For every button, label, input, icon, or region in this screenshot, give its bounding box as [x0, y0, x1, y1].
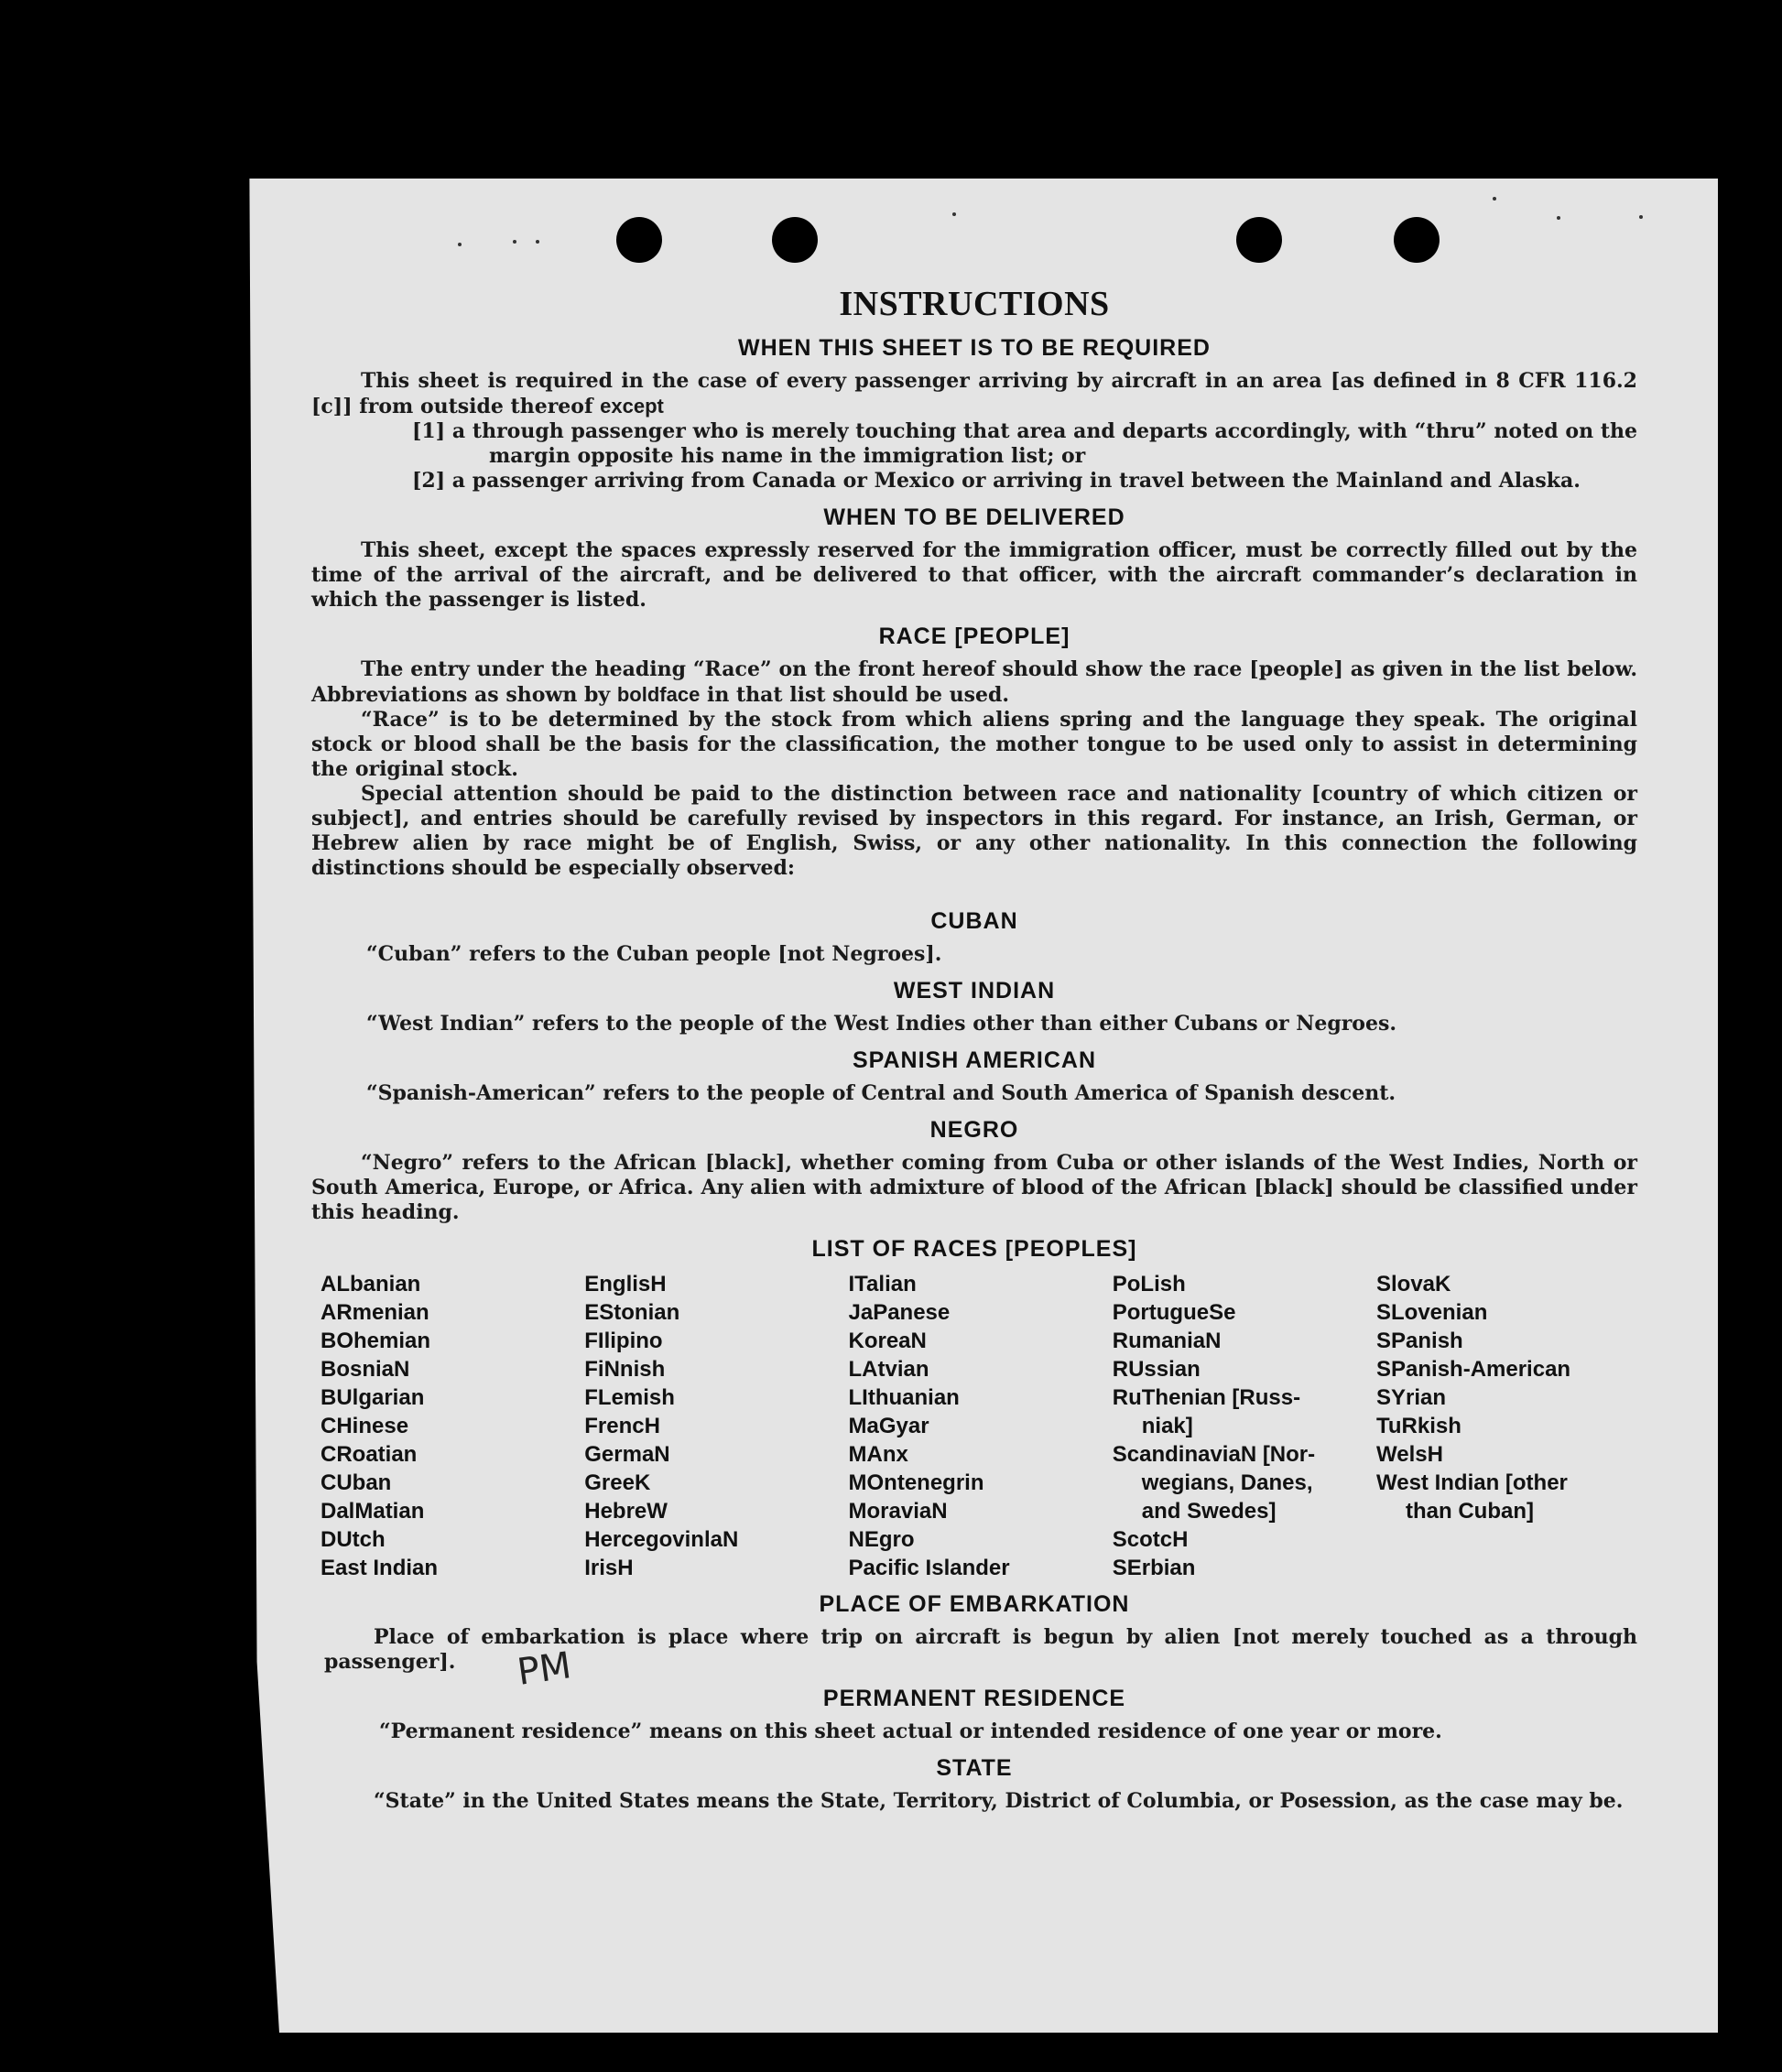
race-entry: LIthuanian — [848, 1385, 960, 1410]
race-column — [1113, 1270, 1374, 1582]
race-column — [1376, 1270, 1637, 1582]
race-entry: CRoatian — [321, 1442, 418, 1467]
race-entry: FLemish — [584, 1385, 675, 1410]
section-heading: PLACE OF EMBARKATION — [819, 1591, 1130, 1617]
race-entry: niak] — [1141, 1414, 1193, 1438]
section-heading: WHEN TO BE DELIVERED — [823, 504, 1125, 530]
race-entry: MoraviaN — [848, 1499, 948, 1524]
race-entry: DUtch — [321, 1527, 386, 1552]
race-entry: MAnx — [848, 1442, 908, 1467]
race-entry: IrisH — [584, 1556, 634, 1580]
section-text: “Negro” refers to the African [black], whether coming from Cuba or other islands of the West Indies, North or South America, Europe, or Africa. Any alien with admixture of blood of the African [black] should be classified under this heading. — [311, 1151, 1637, 1224]
race-column — [849, 1270, 1110, 1582]
race-list — [321, 1270, 1637, 1582]
section-text: Special attention should be paid to the distinction between race and nationality [country of which citizen or subject], and entries should be carefully revised by inspectors in this regard. For instance, an Irish, German, or Hebrew alien by race might be of English, Swiss, or any other nationality. In this connection the following distinctions should be especially observed: — [311, 782, 1637, 880]
race-entry: ScandinaviaN [Nor- — [1112, 1442, 1316, 1467]
race-entry: ARmenian — [321, 1300, 429, 1325]
section-heading: WEST INDIAN — [893, 978, 1056, 1003]
race-entry: SPanish — [1376, 1329, 1463, 1353]
section-text: This sheet, except the spaces expressly reserved for the immigration officer, must be correctly filled out by the time of the arrival of the aircraft, and be delivered to that officer, with the aircraft commander’s declaration in which the passenger is listed. — [311, 538, 1637, 612]
race-entry: BUlgarian — [321, 1385, 425, 1410]
section-heading: STATE — [936, 1755, 1013, 1781]
race-entry: EnglisH — [584, 1272, 667, 1296]
list-item: [2] a passenger arriving from Canada or Mexico or arriving in travel between the Mainland and Alaska. — [412, 469, 1581, 493]
section-heading: CUBAN — [930, 908, 1018, 934]
punch-hole — [1394, 217, 1440, 263]
race-entry: FrencH — [584, 1414, 660, 1438]
punch-hole — [616, 217, 662, 263]
race-entry: FIlipino — [584, 1329, 663, 1353]
race-entry: RumaniaN — [1112, 1329, 1222, 1353]
punch-hole — [772, 217, 818, 263]
section-heading: WHEN THIS SHEET IS TO BE REQUIRED — [738, 335, 1211, 361]
race-entry: East Indian — [321, 1556, 439, 1580]
section-text: The entry under the heading “Race” on the front hereof should show the race [people] as given in the list below. Abbreviations as shown by boldface in that list should be used. — [311, 657, 1637, 707]
race-entry: LAtvian — [848, 1357, 929, 1382]
race-entry: CHinese — [321, 1414, 409, 1438]
race-entry: SErbian — [1112, 1556, 1196, 1580]
race-entry: TuRkish — [1376, 1414, 1461, 1438]
race-entry: FiNnish — [584, 1357, 666, 1382]
race-entry: MaGyar — [848, 1414, 929, 1438]
list-item: [1] a through passenger who is merely touching that area and departs accordingly, with “thru” noted on the margin opposite his name in the immigration list; or — [412, 419, 1637, 468]
handwritten-initials: PM — [515, 1644, 574, 1694]
race-entry: SlovaK — [1376, 1272, 1451, 1296]
race-entry: EStonian — [584, 1300, 680, 1325]
section-heading: PERMANENT RESIDENCE — [822, 1686, 1126, 1711]
race-entry: and Swedes] — [1141, 1499, 1277, 1524]
race-entry: ALbanian — [321, 1272, 421, 1296]
instructions-content — [311, 275, 1637, 1814]
race-entry: RUssian — [1112, 1357, 1201, 1382]
race-entry: NEgro — [848, 1527, 915, 1552]
section-text: “State” in the United States means the State, Territory, District of Columbia, or Posession, as the case may be. — [374, 1789, 1624, 1813]
race-entry: GreeK — [584, 1470, 651, 1495]
race-column — [321, 1270, 581, 1582]
race-entry: SLovenian — [1376, 1300, 1488, 1325]
race-entry: BosniaN — [321, 1357, 410, 1382]
section-text: “Permanent residence” means on this sheet actual or intended residence of one year or more. — [379, 1719, 1442, 1743]
race-entry: wegians, Danes, — [1141, 1470, 1313, 1495]
race-entry: Pacific Islander — [848, 1556, 1010, 1580]
section-heading: LIST OF RACES [PEOPLES] — [811, 1236, 1137, 1262]
race-entry: HercegovinlaN — [584, 1527, 739, 1552]
section-heading: NEGRO — [929, 1117, 1019, 1143]
section-text: Place of embarkation is place where trip on aircraft is begun by alien [not merely touched as a through passenger]. — [324, 1625, 1637, 1674]
section-text: “Race” is to be determined by the stock from which aliens spring and the language they speak. The original stock or blood shall be the basis for the classification, the mother tongue to be used only to assist in determining the original stock. — [311, 708, 1637, 781]
section-heading: SPANISH AMERICAN — [852, 1047, 1096, 1073]
race-entry: GermaN — [584, 1442, 670, 1467]
race-entry: KoreaN — [848, 1329, 927, 1353]
race-column — [584, 1270, 845, 1582]
section-text: This sheet is required in the case of every passenger arriving by aircraft in an area [as defined in 8 CFR 116.2 [c]] from outside thereof except — [311, 369, 1637, 418]
section-text: “Cuban” refers to the Cuban people [not Negroes]. — [366, 942, 942, 966]
race-entry: ScotcH — [1112, 1527, 1189, 1552]
race-entry: HebreW — [584, 1499, 668, 1524]
race-entry: CUban — [321, 1470, 392, 1495]
race-entry: DalMatian — [321, 1499, 425, 1524]
race-entry: West Indian [other — [1376, 1470, 1568, 1495]
section-text: “West Indian” refers to the people of the West Indies other than either Cubans or Negroes. — [366, 1012, 1397, 1036]
section-text: “Spanish-American” refers to the people of Central and South America of Spanish descent. — [366, 1081, 1396, 1105]
race-entry: ITalian — [848, 1272, 917, 1296]
race-entry: PortugueSe — [1112, 1300, 1236, 1325]
race-entry: BOhemian — [321, 1329, 431, 1353]
punch-hole — [1236, 217, 1282, 263]
race-entry: than Cuban] — [1406, 1499, 1534, 1524]
race-entry: JaPanese — [848, 1300, 951, 1325]
race-entry: PoLish — [1112, 1272, 1186, 1296]
race-entry: SYrian — [1376, 1385, 1447, 1410]
race-entry: SPanish-American — [1376, 1357, 1571, 1382]
race-entry: RuThenian [Russ- — [1112, 1385, 1301, 1410]
section-heading: RACE [PEOPLE] — [878, 624, 1070, 649]
race-entry: WelsH — [1376, 1442, 1443, 1467]
race-entry: MOntenegrin — [848, 1470, 984, 1495]
page-title: INSTRUCTIONS — [839, 285, 1110, 323]
